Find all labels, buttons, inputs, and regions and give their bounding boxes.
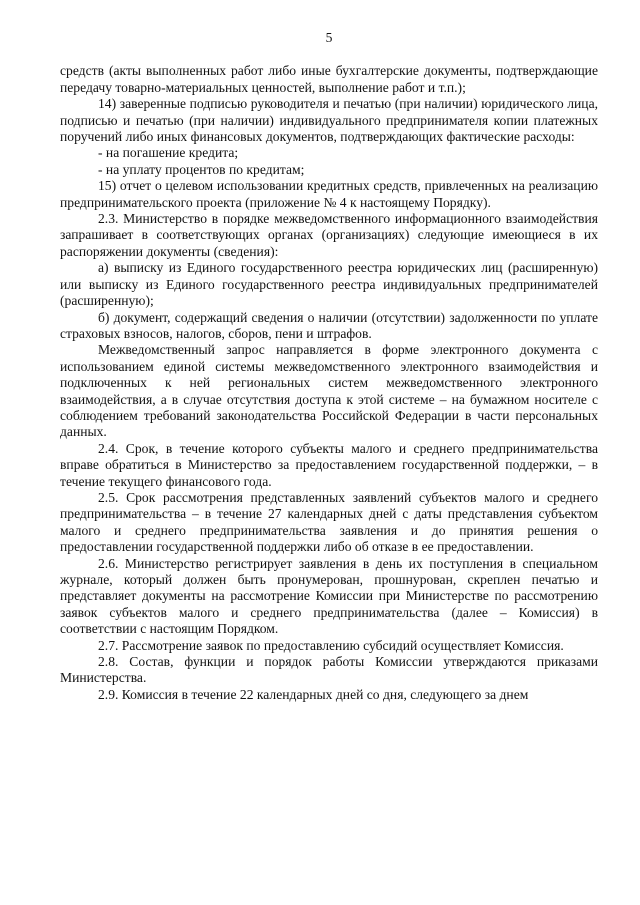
paragraph-item-15: 15) отчет о целевом использовании кредитных средств, привлеченных на реализацию предпринимательского проекта (приложение № 4 к настоящему Порядку). bbox=[60, 178, 598, 210]
paragraph-2-9: 2.9. Комиссия в течение 22 календарных дней со дня, следующего за днем bbox=[98, 686, 529, 702]
paragraph-item-b: б) документ, содержащий сведения о наличии (отсутствии) задолженности по уплате страховых взносов, налогов, сборов, пени и штрафов. bbox=[60, 309, 598, 341]
paragraph-item-14: 14) заверенные подписью руководителя и печатью (при наличии) юридического лица, подписью и печатью (при наличии) индивидуального предпринимателя копии платежных поручений либо иных финансовых документов, подтверждающих фактические расходы: bbox=[60, 96, 598, 145]
paragraph-2-6: 2.6. Министерство регистрирует заявления в день их поступления в специальном журнале, который должен быть пронумерован, прошнурован, скреплен печатью и представляет документы на рассмотрение Комиссии при Министерстве по рассмотрению заявок субъектов малого и среднего предпринимательства (далее – Комиссия) в соответствии с настоящим Порядком. bbox=[60, 555, 598, 637]
paragraph-interagency-request: Межведомственный запрос направляется в форме электронного документа с использованием единой системы межведомственного электронного взаимодействия и подключенных к ней региональных систем межведомственного электронного взаимодействия, а в случае отсутствия доступа к этой системе – на бумажном носителе с соблюдением требований законодательства Российской Федерации в части персональных данных. bbox=[60, 342, 598, 440]
paragraph-2-3: 2.3. Министерство в порядке межведомственного информационного взаимодействия запрашивает в соответствующих органах (организациях) следующие имеющиеся в их распоряжении документы (сведения): bbox=[60, 211, 598, 259]
paragraph-2-8: 2.8. Состав, функции и порядок работы Комиссии утверждаются приказами Министерства. bbox=[60, 654, 598, 686]
paragraph-2-4: 2.4. Срок, в течение которого субъекты малого и среднего предпринимательства вправе обратиться в Министерство за предоставлением государственной поддержки, – в течение текущего финансового года. bbox=[60, 440, 598, 489]
page-number: 5 bbox=[325, 30, 333, 45]
list-item-loan-repayment: - на погашение кредита; bbox=[98, 145, 239, 161]
paragraph-item-a: а) выписку из Единого государственного реестра юридических лиц (расширенную) или выписку из Единого государственного реестра индивидуальных предпринимателей (расширенную); bbox=[60, 260, 598, 309]
paragraph-documents-continuation: средств (акты выполненных работ либо иные бухгалтерские документы, подтверждающие передачу товарно-материальных ценностей, выполнение работ и т.п.); bbox=[60, 63, 598, 95]
list-item-interest-payment: - на уплату процентов по кредитам; bbox=[98, 161, 305, 177]
document-page bbox=[60, 30, 598, 703]
paragraph-2-5: 2.5. Срок рассмотрения представленных заявлений субъектов малого и среднего предпринимательства – в течение 27 календарных дней с даты представления субъектом малого и среднего предпринимательства заявления и до принятия решения о предоставлении государственной поддержки либо об отказе в ее предоставлении. bbox=[60, 489, 598, 555]
paragraph-2-7: 2.7. Рассмотрение заявок по предоставлению субсидий осуществляет Комиссия. bbox=[98, 637, 564, 653]
